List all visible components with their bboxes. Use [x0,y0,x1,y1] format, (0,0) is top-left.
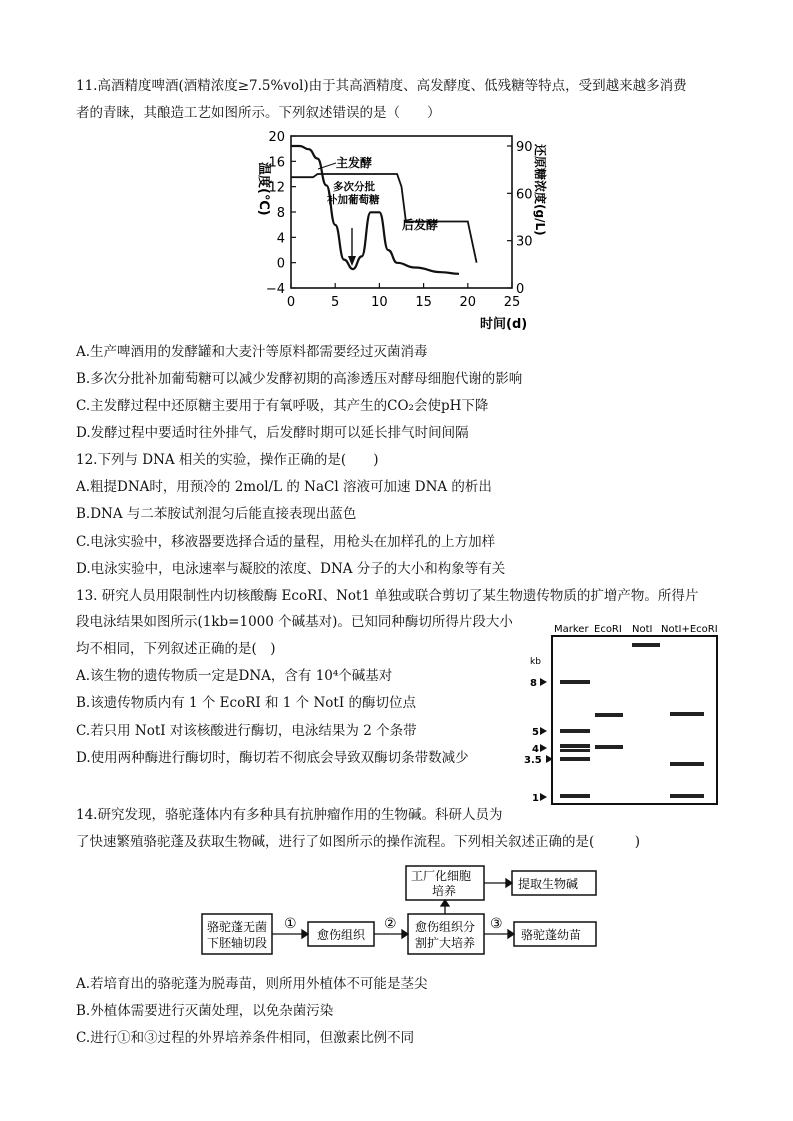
flow-factory-line-1: 工厂化细胞 [411,869,472,883]
q11-option-c: C.主发酵过程中还原糖主要用于有氧呼吸，其产生的CO₂会使pH下降 [76,398,489,414]
right-tick-label: 60 [516,187,533,203]
flow-step-3: ③ [490,916,503,932]
gel-lane-noti-ecori: NotI+EcoRI [661,624,718,635]
tissue-culture-flowchart [196,860,620,968]
band-marker-5kb [560,729,590,733]
band-double-upper [670,712,704,716]
band-double-lower [670,794,704,798]
q11-option-d: D.发酵过程中要适时往外排气，后发酵时期可以延长排气时间间隔 [76,425,469,441]
gel-lane-ecori: EcoRI [594,624,622,635]
flow-expand-line-1: 愈伤组织分 [415,920,476,934]
q12-option-c: C.电泳实验中，移液器要选择合适的量程，用枪头在加样孔的上方加样 [76,534,496,550]
q13-stem-line-1: 13. 研究人员用限制性内切核酸酶 EcoRI、Not1 单独或联合剪切了某生物遗传物质的扩增产物。所得片 [76,588,699,604]
q12-option-d: D.电泳实验中，电泳速率与凝胶的浓度、DNA 分子的大小和构象等有关 [76,561,506,577]
marker-arrow-4 [540,744,547,752]
q11-stem-line-1: 11.高酒精度啤酒(酒精浓度≥7.5%vol)由于其高酒精度、高发酵度、低残糖等特点，受到越来越多消费 [76,78,687,94]
marker-label-3-5: 3.5 [524,755,542,766]
q14-option-c: C.进行①和③过程的外界培养条件相同，但激素比例不同 [76,1030,415,1046]
q13-option-a: A.该生物的遗传物质一定是DNA，含有 10⁴个碱基对 [76,668,393,684]
post-fermentation-label: 后发酵 [402,218,439,232]
right-axis-label: 还原糖浓度(g/L) [533,144,547,236]
q13-stem-line-3: 均不相同，下列叙述正确的是( ) [76,641,276,657]
temperature-series-line [291,174,477,263]
q13-stem-line-2: 段电泳结果如图所示(1kb=1000 个碱基对)。已知同种酶切所得片段大小 [76,614,513,630]
flow-explant-line-2: 下胚轴切段 [207,936,268,950]
marker-arrow-8 [540,678,547,686]
band-marker-4kb [560,744,590,748]
q14-stem-line-1: 14.研究发现，骆驼蓬体内有多种具有抗肿瘤作用的生物碱。科研人员为 [76,807,503,823]
right-tick-label: 30 [516,234,533,250]
gel-frame [552,636,717,804]
gel-lane-noti: NotI [632,624,653,635]
left-axis-label: 温度(℃) [256,162,271,216]
flow-step-1: ① [284,916,297,932]
flow-callus: 愈伤组织 [317,928,366,942]
marker-labels [524,678,542,804]
band-marker-8kb [560,680,590,684]
left-tick-label: 16 [268,155,285,171]
q13-option-c: C.若只用 NotI 对该核酸进行酶切，电泳结果为 2 个条带 [76,723,417,739]
left-tick-label: −4 [265,282,285,297]
flow-expand-line-2: 割扩大培养 [415,936,476,950]
q12-option-b: B.DNA 与二苯胺试剂混匀后能直接表现出蓝色 [76,506,357,522]
left-tick-label: 20 [268,130,285,145]
flow-extract: 提取生物碱 [518,877,579,891]
left-tick-label: 12 [268,180,285,196]
x-tick-label: 20 [459,295,477,310]
left-tick-label: 0 [276,256,285,272]
q13-option-d: D.使用两种酶进行酶切时，酶切若不彻底会导致双酶切条带数减少 [76,750,469,766]
q11-stem-line-2: 者的青睐，其酿造工艺如图所示。下列叙述错误的是（ ） [76,105,441,121]
band-double-middle [670,762,704,766]
gel-unit-label: kb [530,657,541,667]
band-marker-3-8kb [560,749,590,752]
left-tick-label: 8 [276,206,285,221]
marker-label-1: 1 [532,793,539,804]
band-noti [632,643,660,647]
marker-label-8: 8 [530,678,537,689]
q14-option-b: B.外植体需要进行灭菌处理，以免杂菌污染 [76,1003,334,1019]
flow-explant-line-1: 骆驼蓬无菌 [207,920,268,934]
marker-arrow-5 [540,727,547,735]
q12-option-a: A.粗提DNA时，用预冷的 2mol/L 的 NaCl 溶液可加速 DNA 的析出 [76,479,492,495]
band-marker-1kb [560,794,590,798]
reducing-sugar-series-line [291,146,459,274]
marker-label-5: 5 [532,727,539,738]
band-marker-3-5kb [560,757,590,761]
x-tick-label: 5 [331,295,340,310]
x-axis-label: 时间(d) [480,317,528,332]
x-tick-label: 0 [286,295,296,310]
q11-option-b: B.多次分批补加葡萄糖可以减少发酵初期的高渗透压对酵母细胞代谢的影响 [76,371,523,387]
x-tick-label: 10 [371,295,388,310]
marker-label-4: 4 [532,744,539,755]
batch-feed-label-1: 多次分批 [333,181,375,193]
q14-stem-line-2: 了快速繁殖骆驼蓬及获取生物碱，进行了如图所示的操作流程。下列相关叙述正确的是( ) [76,834,641,850]
gel-lane-marker: Marker [554,624,589,635]
q14-option-a: A.若培育出的骆驼蓬为脱毒苗，则所用外植体不可能是茎尖 [76,976,428,992]
left-tick-label: 4 [276,231,285,247]
x-tick-label: 15 [415,295,432,310]
q11-option-a: A.生产啤酒用的发酵罐和大麦汁等原料都需要经过灭菌消毒 [76,344,428,360]
x-tick-label: 25 [503,295,521,310]
main-fermentation-label: 主发酵 [336,156,373,170]
right-tick-label: 90 [516,140,533,155]
x-axis-ticks [287,283,520,310]
flow-step-2: ② [384,916,397,932]
electrophoresis-gel [522,618,727,808]
right-tick-label: 0 [516,282,525,297]
marker-arrow-1 [540,793,547,801]
band-ecori-upper [595,713,623,717]
band-ecori-lower [595,745,623,749]
flow-factory-line-2: 培养 [432,884,457,898]
q12-stem: 12.下列与 DNA 相关的实验，操作正确的是( ) [76,452,379,468]
q13-option-b: B.该遗传物质内有 1 个 EcoRI 和 1 个 NotI 的酶切位点 [76,695,416,711]
gel-bands [560,643,704,798]
batch-feed-label-2: 补加葡萄糖 [327,194,380,206]
fermentation-chart [240,126,550,334]
flow-seedling: 骆驼蓬幼苗 [521,928,582,942]
right-axis-ticks [507,140,533,297]
